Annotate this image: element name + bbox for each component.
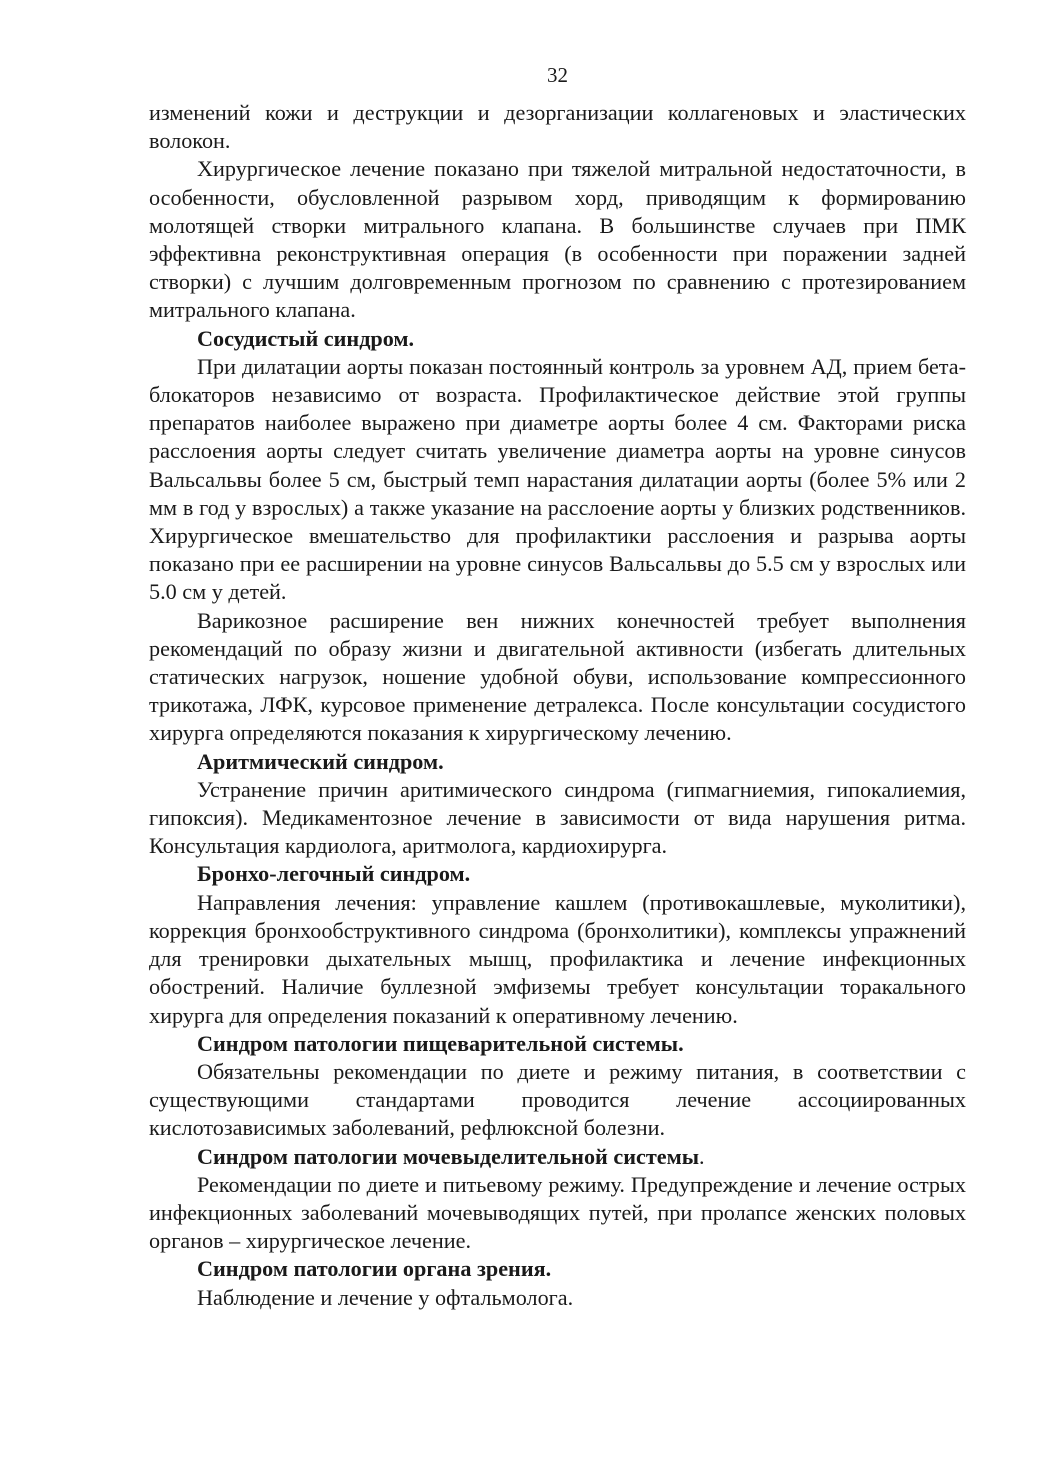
heading-vision-syndrome: Синдром патологии органа зрения.	[197, 1256, 552, 1282]
paragraph-urinary-treatment: Рекомендации по диете и питьевому режиму. Предупреждение и лечение острых инфекционных заболеваний мочевыводящих путей, при пролапсе женских половых органов – хирургическое лечение.	[149, 1171, 966, 1254]
document-body	[149, 99, 966, 1312]
paragraph-vision-treatment: Наблюдение и лечение у офтальмолога.	[197, 1284, 574, 1310]
paragraph-varicose-veins: Варикозное расширение вен нижних конечностей требует выполнения рекомендаций по образу жизни и двигательной активности (избегать длительных статических нагрузок, ношение удобной обуви, использование компрессионного трикотажа, ЛФК, курсовое применение детралекса. После консультации сосудистого хирурга определяются показания к хирургическому лечению.	[149, 607, 966, 746]
paragraph-surgical-treatment: Хирургическое лечение показано при тяжелой митральной недостаточности, в особенности, обусловленной разрывом хорд, приводящим к формированию молотящей створки митрального клапана. В большинстве случаев при ПМК эффективна реконструктивная операция (в особенности при поражении задней створки) с лучшим долговременным прогнозом по сравнению с протезированием митрального клапана.	[149, 156, 966, 323]
heading-digestive-syndrome: Синдром патологии пищеварительной системы.	[197, 1030, 684, 1056]
heading-urinary-period: .	[699, 1143, 705, 1169]
heading-urinary-syndrome	[149, 1143, 966, 1171]
heading-vascular-syndrome: Сосудистый синдром.	[197, 325, 415, 351]
paragraph-arrhythmia-treatment: Устранение причин аритимического синдрома (гипмагниемия, гипокалиемия, гипоксия). Медикаментозное лечение в зависимости от вида нарушения ритма. Консультация кардиолога, аритмолога, кардиохирурга.	[149, 776, 966, 859]
page-number: 32	[547, 63, 568, 87]
paragraph-aortic-dilation: При дилатации аорты показан постоянный контроль за уровнем АД, прием бета-блокаторов независимо от возраста. Профилактическое действие этой группы препаратов наиболее выражено при диаметре аорты более 4 см. Факторами риска расслоения аорты следует считать увеличение диаметра аорты на уровне синусов Вальсальвы более 5 см, быстрый темп нарастания дилатации аорты (более 5% или 2 мм в год у взрослых) а также указание на расслоение аорты у близких родственников. Хирургическое вмешательство для профилактики расслоения и разрыва аорты показано при ее расширении на уровне синусов Вальсальвы до 5.5 см у взрослых или 5.0 см у детей.	[149, 353, 966, 605]
paragraph-continuation: изменений кожи и деструкции и дезорганизации коллагеновых и эластических волокон.	[149, 100, 966, 154]
paragraph-bronchopulmonary-treatment: Направления лечения: управление кашлем (противокашлевые, муколитики), коррекция бронхообструктивного синдрома (бронхолитики), комплексы упражнений для тренировки дыхательных мышц, профилактика и лечение инфекционных обострений. Наличие буллезной эмфиземы требует консультации торакального хирурга для определения показаний к оперативному лечению.	[149, 889, 966, 1028]
heading-arrhythmic-syndrome: Аритмический синдром.	[197, 748, 444, 774]
paragraph-digestive-treatment: Обязательны рекомендации по диете и режиму питания, в соответствии с существующими стандартами проводится лечение ассоциированных кислотозависимых заболеваний, рефлюксной болезни.	[149, 1058, 966, 1141]
heading-urinary-text: Синдром патологии мочевыделительной системы	[197, 1143, 700, 1169]
heading-bronchopulmonary-syndrome: Бронхо-легочный синдром.	[197, 861, 471, 887]
